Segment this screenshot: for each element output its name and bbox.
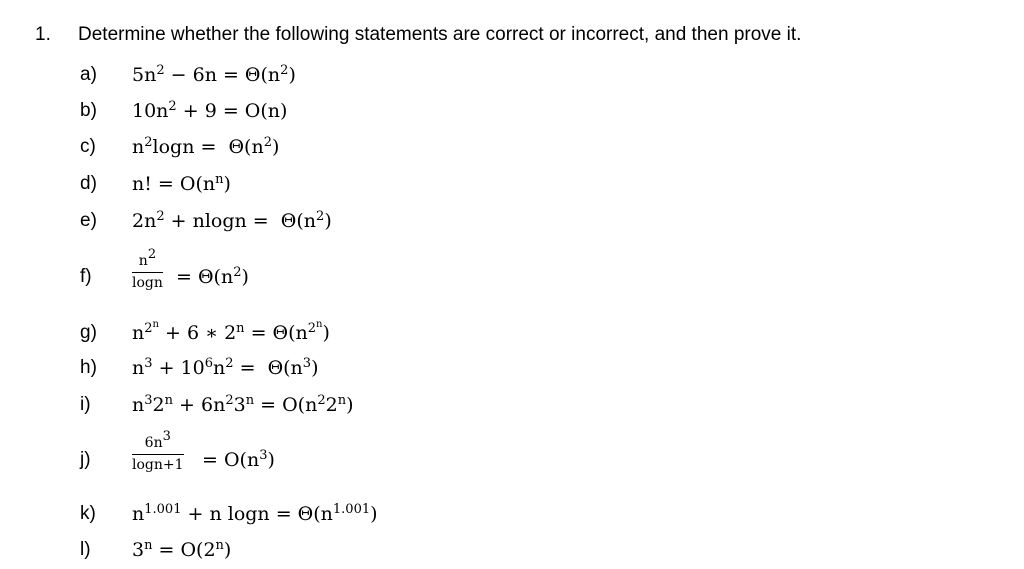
item-expression-g: $n^{2^n} + 6$ ∗ $2^n = \Theta(n^{2^n})$: [132, 318, 330, 344]
question-prompt: Determine whether the following statements are correct or incorrect, and then prove it.: [78, 24, 802, 45]
item-expression-l: $3^n = O(2^n)$: [132, 537, 232, 561]
item-expression-h: $n^3 + 10^6n^2 = \Theta(n^3)$: [132, 355, 319, 379]
item-label-f: f): [80, 266, 92, 287]
item-label-e: e): [80, 210, 97, 231]
fraction-numerator: $6n^3$: [144, 428, 171, 451]
item-label-b: b): [80, 100, 97, 121]
item-expression-e: $2n^2 + nlogn = \Theta(n^2)$: [132, 208, 332, 232]
item-expression-d: n! = $O(n^n)$: [132, 171, 231, 195]
item-expression-c: $n^2\log n = \Theta(n^2)$: [132, 134, 280, 158]
fraction-denominator: logn: [132, 272, 163, 292]
fraction-numerator: $n^2$: [138, 246, 157, 269]
item-label-l: l): [80, 539, 91, 560]
item-expression-f: = $\Theta(n^2)$: [176, 264, 249, 288]
fraction-denominator: logn+1: [132, 454, 184, 474]
item-expression-i: $n^32^n + 6n^23^n = O(n^22^n)$: [132, 392, 354, 416]
item-fraction-f: [132, 246, 163, 292]
item-label-i: i): [80, 394, 91, 415]
item-label-a: a): [80, 64, 97, 85]
item-label-c: c): [80, 136, 96, 157]
item-label-k: k): [80, 503, 96, 524]
item-label-j: j): [80, 449, 91, 470]
item-label-g: g): [80, 322, 97, 343]
item-fraction-j: [132, 428, 184, 474]
item-label-h: h): [80, 357, 97, 378]
item-expression-a: $5n^2 - 6n = \Theta(n^2)$: [132, 62, 296, 86]
question-number: 1.: [35, 24, 51, 45]
item-label-d: d): [80, 173, 97, 194]
item-expression-b: $10n^2 + 9 = O(n)$: [132, 98, 288, 122]
item-expression-j: = $O(n^3)$: [202, 447, 275, 471]
item-expression-k: $n^{1.001} + n$ $\log n = \Theta(n^{1.001})$: [132, 501, 378, 525]
